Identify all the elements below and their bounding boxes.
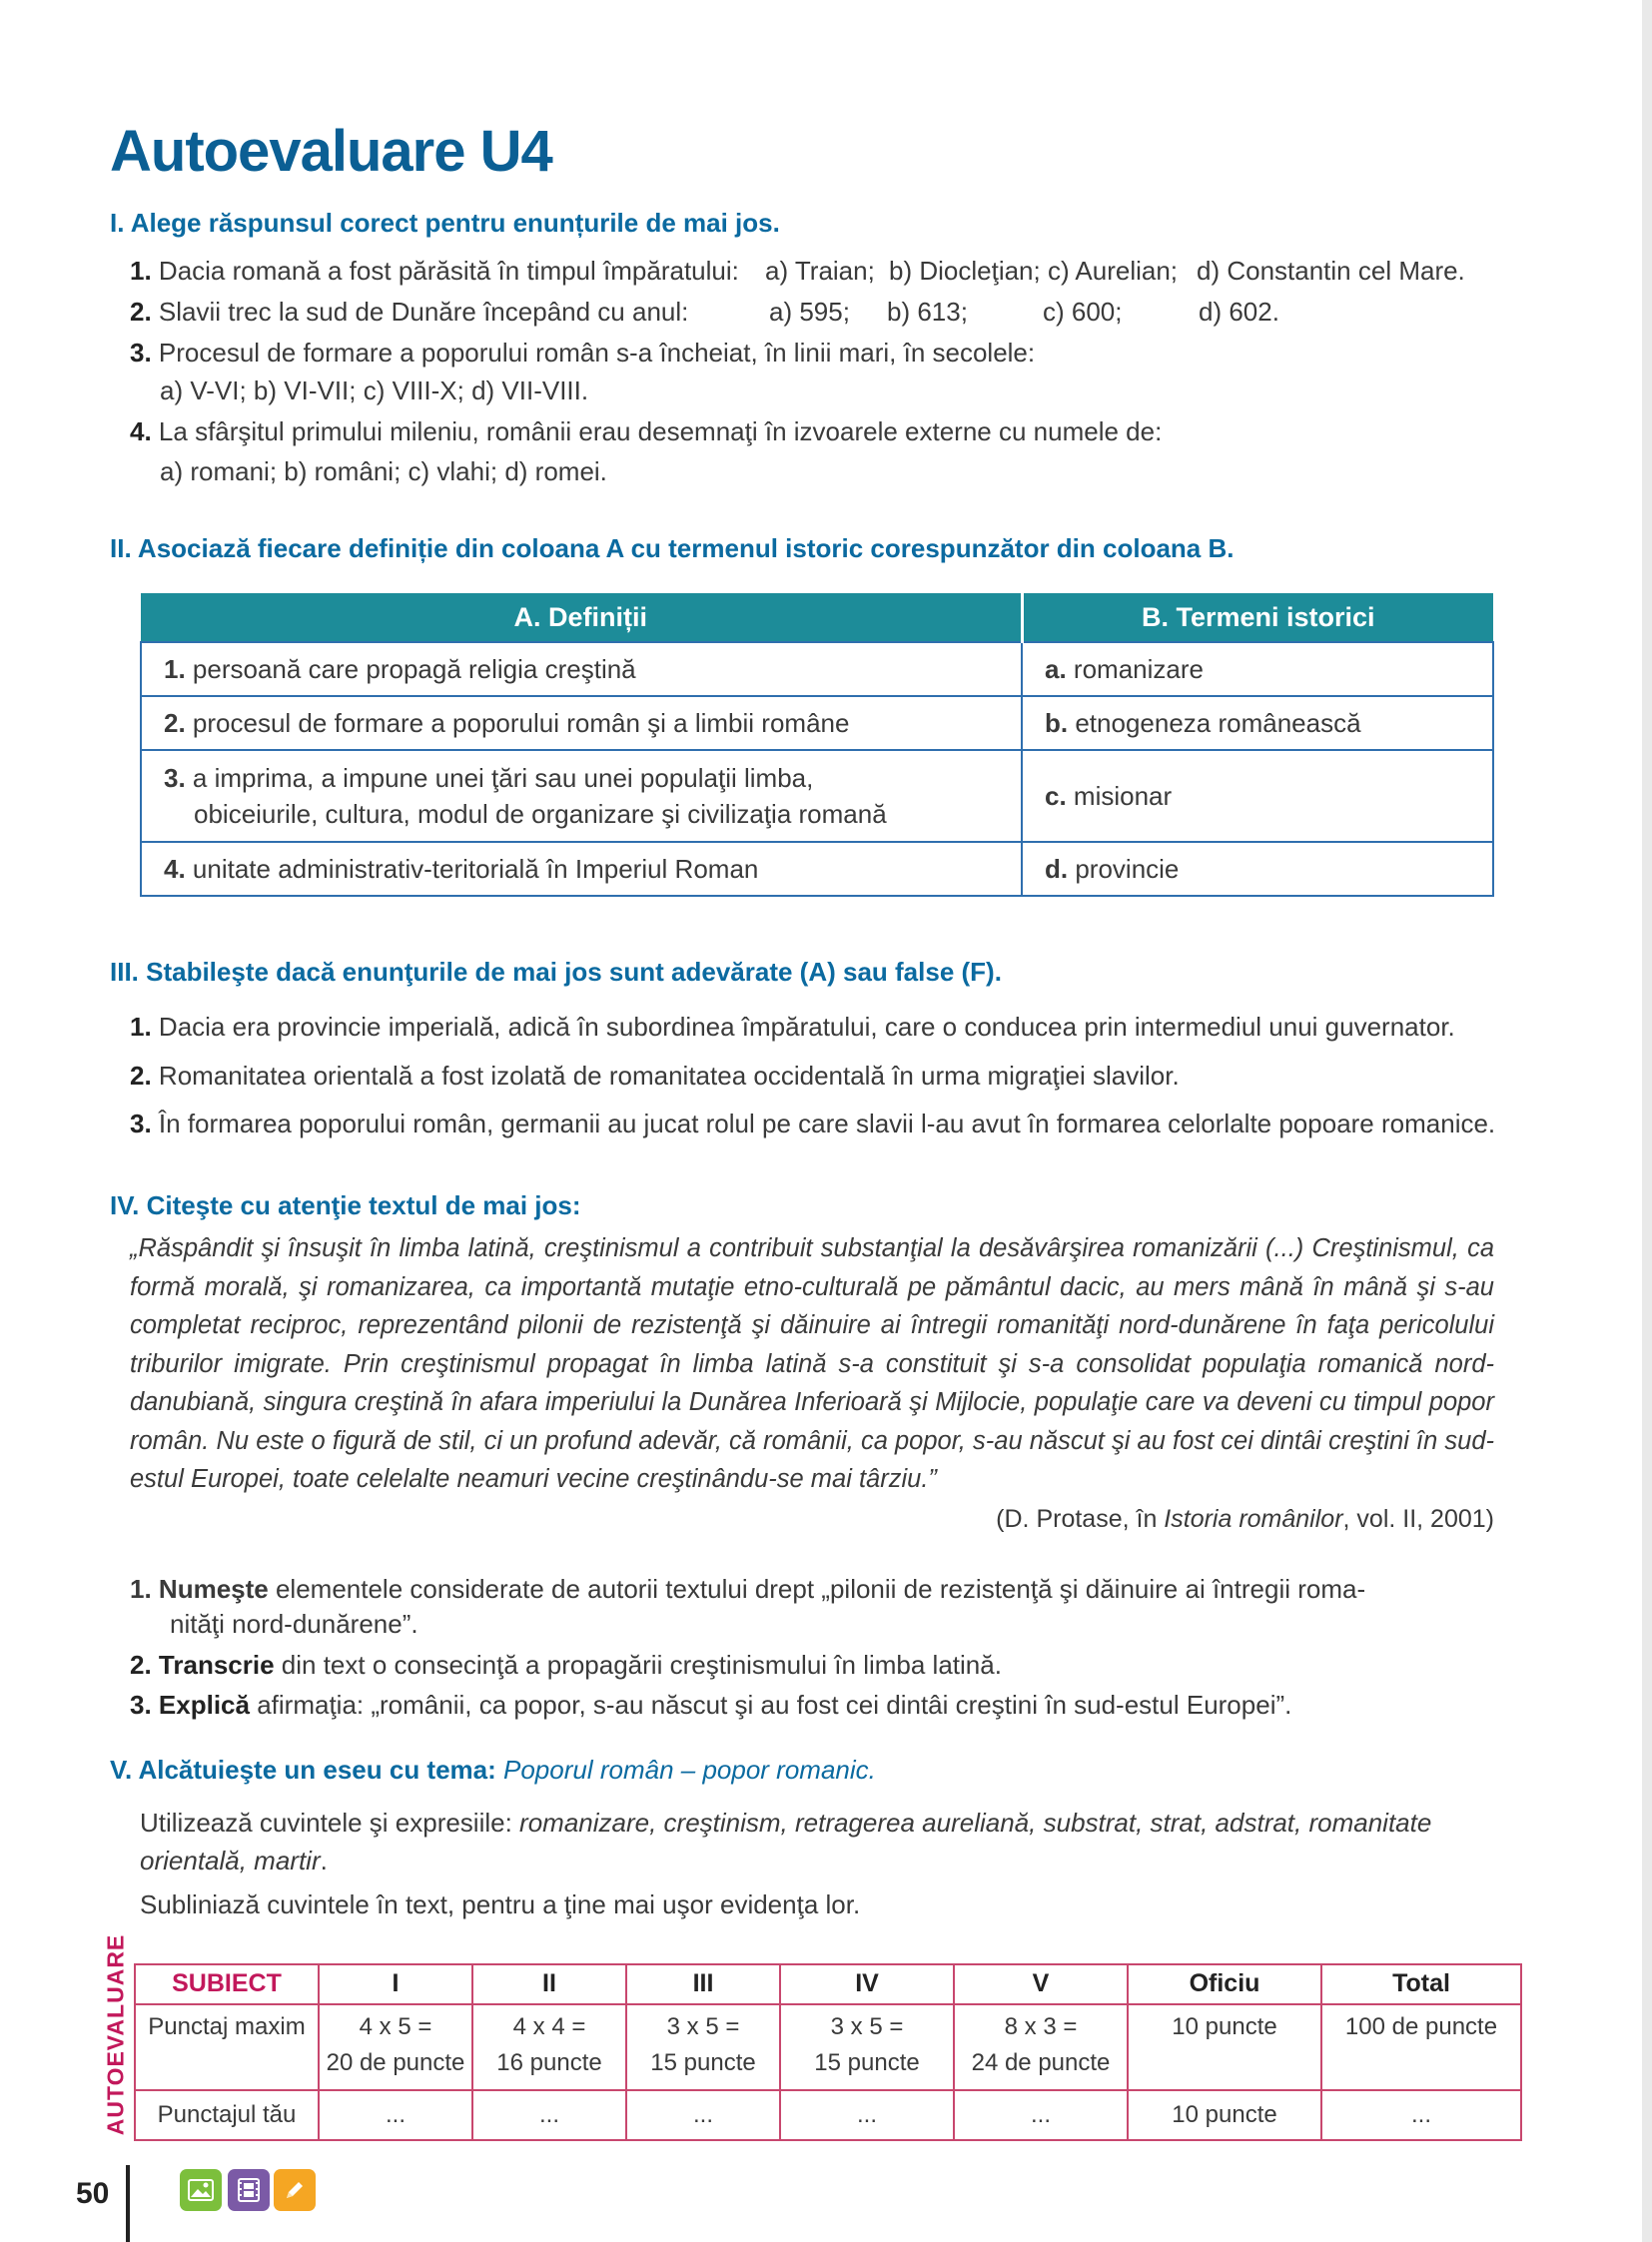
- header-v: V: [954, 1964, 1128, 2004]
- header-iii: III: [626, 1964, 780, 2004]
- table-row: [141, 642, 1493, 696]
- s5-note: Subliniază cuvintele în text, pentru a ţine mai uşor evidenţa lor.: [140, 1889, 861, 1919]
- s1-q2-option-c: c) 600;: [1043, 297, 1123, 327]
- max-score-oficiu: 10 puncte: [1128, 2004, 1321, 2090]
- pencil-icon[interactable]: [274, 2169, 316, 2211]
- table-row: [141, 696, 1493, 750]
- column-a-header: A. Definiții: [141, 593, 1022, 642]
- max-score-row: [135, 2004, 1521, 2090]
- s1-q2-option-b: b) 613;: [887, 297, 968, 327]
- s3-statement-1: 1. Dacia era provincie imperială, adică în subordinea împăratului, care o conducea prin intermediul unui guvernator.: [130, 1012, 1455, 1042]
- s1-q1-option-b: b) Diocleţian; c) Aurelian;: [889, 256, 1179, 286]
- max-score-iv: 3 x 5 = 15 puncte: [780, 2004, 954, 2090]
- your-score-iii: ...: [626, 2090, 780, 2140]
- s3-statement-2: 2. Romanitatea orientală a fost izolată de romanitatea occidentală în urma migraţiei slavilor.: [130, 1061, 1180, 1091]
- s1-question-4: 4. La sfârşitul primului mileniu, românii erau desemnaţi în izvoarele externe cu numele de:: [130, 416, 1163, 446]
- s5-instructions: Utilizează cuvintele şi expresiile: romanizare, creştinism, retragerea aureliană, substrat, strat, adstrat, romanitate orientală, martir.: [140, 1808, 1432, 1875]
- max-score-i: 4 x 5 = 20 de puncte: [319, 2004, 472, 2090]
- your-score-label: Punctajul tău: [135, 2090, 319, 2140]
- quoted-text: „Răspândit şi însuşit în limba latină, creştinismul a contribuit substanţial la desăvârşirea romanizării (...) Creştinismul, ca formă morală, şi romanizarea, ca importantă mutaţie etno-culturală pe pământul dacic, au mers mână în mână şi s-au completat reciproc, reprezentând pilonii de rezistenţă şi dăinuire ai întregii romanităţi nord-dunărene în faţa pericolului triburilor imigrate. Prin creştinismul propagat în limba latină s-a constituit şi s-a consolidat populaţia romanică nord-danubiană, singura creştină în afara imperiului la Dunărea Inferioară şi Mijlocie, populaţie care va deveni cu timpul popor român. Nu este o figură de stil, ci un profund adevăr, că românii, ca popor, s-au născut şi au fost cei dintâi creştini în sud-estul Europei, toate celelalte neamuri vecine creştinându-se mai târziu.”: [130, 1234, 1494, 1493]
- header-total: Total: [1321, 1964, 1521, 2004]
- section-5-heading: V. Alcătuieşte un eseu cu tema: Poporul român – popor romanic.: [110, 1755, 876, 1785]
- your-score-iv: ...: [780, 2090, 954, 2140]
- s3-statement-3: 3. În formarea poporului român, germanii au jucat rolul pe care slavii l-au avut în formarea celorlalte popoare romanice.: [130, 1109, 1496, 1138]
- definition-cell: 1. persoană care propagă religia creştină: [141, 642, 1022, 696]
- your-score-ii: ...: [472, 2090, 626, 2140]
- max-score-total: 100 de puncte: [1321, 2004, 1521, 2090]
- s1-q3-options: a) V-VI; b) VI-VII; c) VIII-X; d) VII-VIII.: [160, 375, 589, 405]
- quote-source: (D. Protase, în Istoria românilor, vol. II, 2001): [996, 1505, 1494, 1533]
- s1-q4-options: a) romani; b) români; c) vlahi; d) romei.: [160, 456, 607, 486]
- s4-task-3: 3. Explică afirmaţia: „românii, ca popor, s-au născut şi au fost cei dintâi creştini în sud-estul Europei”.: [130, 1690, 1292, 1720]
- score-table-header: [135, 1964, 1521, 2004]
- max-score-v: 8 x 3 = 24 de puncte: [954, 2004, 1128, 2090]
- section-1-heading: I. Alege răspunsul corect pentru enunțurile de mai jos.: [110, 208, 780, 238]
- self-evaluation-side-label: AUTOEVALUARE: [102, 1933, 129, 2135]
- max-score-iii: 3 x 5 = 15 puncte: [626, 2004, 780, 2090]
- your-score-row: [135, 2090, 1521, 2140]
- header-oficiu: Oficiu: [1128, 1964, 1321, 2004]
- s1-q1-option-a: a) Traian;: [765, 256, 875, 286]
- definition-cell: 3. a imprima, a impune unei ţări sau unei populaţii limba, obiceiurile, cultura, modul de organizare şi civilizaţia romană: [141, 750, 1022, 842]
- table-row: [141, 842, 1493, 896]
- header-subiect: SUBIECT: [135, 1964, 319, 2004]
- term-cell: b. etnogeneza românească: [1022, 696, 1493, 750]
- score-table: [134, 1963, 1522, 2141]
- film-icon[interactable]: [228, 2169, 270, 2211]
- term-cell: a. romanizare: [1022, 642, 1493, 696]
- section-3-heading: III. Stabileşte dacă enunţurile de mai jos sunt adevărate (A) sau false (F).: [110, 957, 1002, 987]
- definition-cell: 4. unitate administrativ-teritorială în Imperiul Roman: [141, 842, 1022, 896]
- header-iv: IV: [780, 1964, 954, 2004]
- footer-divider: [126, 2165, 130, 2242]
- max-score-label: Punctaj maxim: [135, 2004, 319, 2090]
- column-b-header: B. Termeni istorici: [1022, 593, 1493, 642]
- your-score-total: ...: [1321, 2090, 1521, 2140]
- s1-q1-option-d: d) Constantin cel Mare.: [1197, 256, 1465, 286]
- matching-table-header: [141, 593, 1493, 642]
- section-4-heading: IV. Citeşte cu atenţie textul de mai jos:: [110, 1190, 581, 1220]
- s1-q2-option-a: a) 595;: [769, 297, 850, 327]
- max-score-ii: 4 x 4 = 16 puncte: [472, 2004, 626, 2090]
- s4-task-2: 2. Transcrie din text o consecinţă a propagării creştinismului în limba latină.: [130, 1650, 1002, 1680]
- your-score-oficiu: 10 puncte: [1128, 2090, 1321, 2140]
- header-i: I: [319, 1964, 472, 2004]
- term-cell: d. provincie: [1022, 842, 1493, 896]
- your-score-i: ...: [319, 2090, 472, 2140]
- page-number: 50: [76, 2177, 110, 2210]
- term-cell: c. misionar: [1022, 750, 1493, 842]
- header-ii: II: [472, 1964, 626, 2004]
- s4-task-1-continued: nităţi nord-dunărene”.: [170, 1609, 418, 1639]
- section-2-heading: II. Asociază fiecare definiție din coloana A cu termenul istoric corespunzător din coloana B.: [110, 533, 1235, 563]
- your-score-v: ...: [954, 2090, 1128, 2140]
- definition-cell: 2. procesul de formare a poporului român şi a limbii române: [141, 696, 1022, 750]
- s1-question-2: 2. Slavii trec la sud de Dunăre începând cu anul:: [130, 297, 689, 327]
- s1-question-3: 3. Procesul de formare a poporului român s-a încheiat, în linii mari, în secolele:: [130, 338, 1036, 368]
- page-title: Autoevaluare U4: [110, 119, 552, 184]
- table-row: [141, 750, 1493, 842]
- page-edge: [1642, 0, 1652, 2242]
- image-icon[interactable]: [180, 2169, 222, 2211]
- s4-task-1: 1. Numeşte elementele considerate de autorii textului drept „pilonii de rezistenţă şi dăinuire ai întregii roma-: [130, 1574, 1366, 1604]
- s1-q2-option-d: d) 602.: [1199, 297, 1279, 327]
- matching-table: [140, 593, 1494, 897]
- s1-question-1: 1. Dacia romană a fost părăsită în timpul împăratului:: [130, 256, 739, 286]
